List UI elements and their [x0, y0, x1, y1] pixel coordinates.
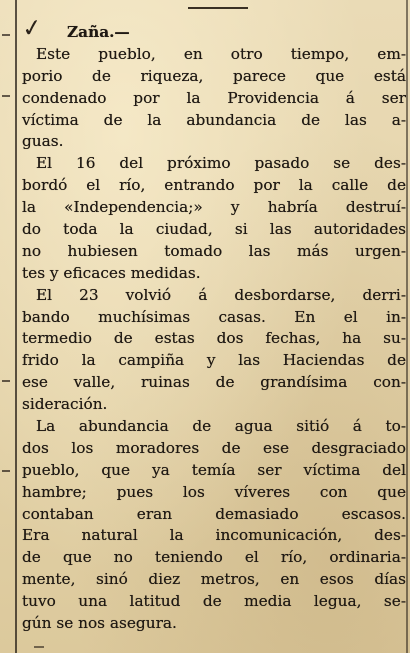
right-column-rule [406, 0, 408, 653]
margin-mark [2, 34, 10, 36]
top-divider-rule [188, 7, 248, 9]
article-line: condenado por la Providencia á ser [22, 88, 406, 107]
article-line: Era natural la incomunicación, des- [22, 526, 406, 545]
article-line: sideración. [22, 395, 108, 414]
article-line: tuvo una latitud de media legua, se- [22, 592, 406, 611]
cut-off-next-line-fragment [34, 646, 44, 653]
margin-mark [2, 470, 10, 472]
article-line: pueblo, que ya temía ser víctima del [22, 460, 406, 479]
article-line: de que no teniendo el río, ordinaria- [22, 548, 406, 567]
article-line: mente, sinó diez metros, en esos días [22, 570, 406, 589]
article-line: no hubiesen tomado las más urgen- [22, 241, 406, 260]
article-line: hambre; pues los víveres con que [22, 482, 406, 501]
article-line: víctima de la abundancia de las a- [22, 110, 406, 129]
article-line: Este pueblo, en otro tiempo, em- [36, 44, 406, 63]
handwritten-check-mark: ✓ [20, 12, 44, 44]
article-line: tes y eficaces medidas. [22, 263, 201, 282]
article-line: dos los moradores de ese desgraciado [22, 438, 406, 457]
article-line: gún se nos asegura. [22, 614, 177, 633]
article-line: contaban eran demasiado escasos. [22, 504, 406, 523]
article-line: frido la campiña y las Haciendas de [22, 351, 406, 370]
article-line: termedio de estas dos fechas, ha su- [22, 329, 406, 348]
article-line: bando muchísimas casas. En el in- [22, 307, 406, 326]
article-line: El 23 volvió á desbordarse, derri- [36, 285, 406, 304]
article-line: ese valle, ruinas de grandísima con- [22, 373, 406, 392]
article-line: guas. [22, 132, 64, 151]
article-line: porio de riqueza, parece que está [22, 66, 406, 85]
article-body [22, 22, 406, 635]
article-title: Zaña.— [67, 23, 130, 41]
margin-mark [2, 95, 10, 97]
left-column-rule [15, 0, 17, 653]
article-line: do toda la ciudad, si las autoridades [22, 220, 406, 239]
article-line: El 16 del próximo pasado se des- [36, 154, 406, 173]
article-line: bordó el río, entrando por la calle de [22, 176, 406, 195]
margin-mark [2, 380, 10, 382]
article-line: la «Independencia;» y habría destruí- [22, 198, 406, 217]
article-line: La abundancia de agua sitió á to- [36, 417, 406, 436]
